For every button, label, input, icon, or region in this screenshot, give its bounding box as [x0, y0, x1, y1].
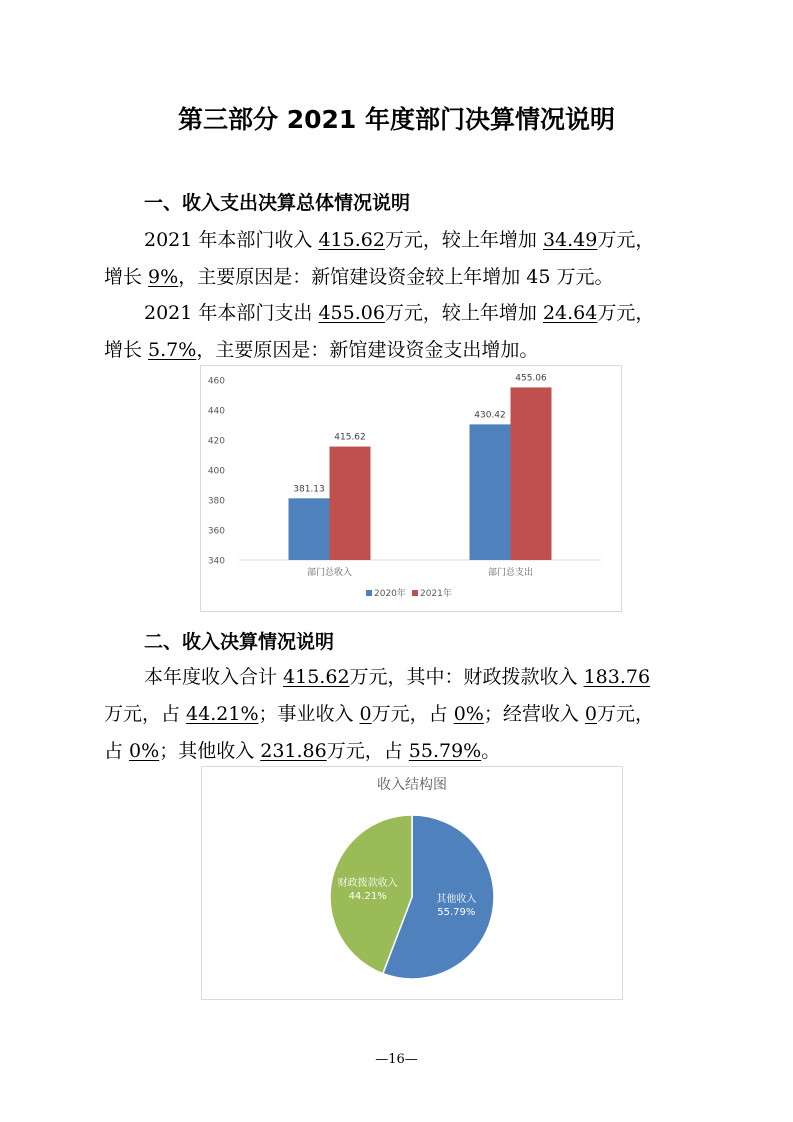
- pie-slice-pct: 55.79%: [437, 907, 476, 919]
- bar-value-label: 430.42: [474, 410, 506, 421]
- section1-paragraph1: 2021 年本部门收入 415.62万元，较上年增加 34.49万元， 增长 9%，主要原因是：新馆建设资金较上年增加 45 万元。: [104, 229, 655, 288]
- bar-chart: [201, 366, 621, 611]
- income-increase-value: 34.49: [542, 229, 598, 251]
- x-category-label: 部门总支出: [487, 568, 534, 578]
- business-pct-value: 0%: [129, 740, 160, 762]
- pie-slice-pct: 44.21%: [348, 890, 387, 902]
- y-tick-label: 440: [207, 406, 225, 417]
- section2-paragraph: 本年度收入合计 415.62万元，其中：财政拨款收入 183.76 万元，占 44.21%；事业收入 0万元，占 0%；经营收入 0万元， 占 0%；其他收入 231.86万元，占 55.79%。: [104, 666, 654, 762]
- bar-2020年-部门总支出: [470, 424, 511, 560]
- y-tick-label: 460: [207, 376, 225, 387]
- bar-2021年-部门总支出: [511, 387, 552, 560]
- pie-slice-label: 财政拨款收入: [337, 877, 398, 889]
- x-category-label: 部门总收入: [306, 568, 353, 578]
- pie-chart-frame: [201, 766, 623, 1000]
- income-growth-value: 9%: [148, 266, 179, 288]
- career-pct-value: 0%: [453, 703, 484, 725]
- legend-label: 2021年: [420, 589, 452, 599]
- section1-paragraph2: 2021 年本部门支出 455.06万元，较上年增加 24.64万元， 增长 5.7%，主要原因是：新馆建设资金支出增加。: [104, 302, 655, 361]
- total-income-value: 415.62: [283, 666, 350, 688]
- page-title: 第三部分 2021 年度部门决算情况说明: [178, 105, 615, 134]
- y-tick-label: 360: [207, 526, 225, 537]
- bar-chart-frame: [200, 365, 622, 612]
- section2-heading: 二、收入决算情况说明: [144, 631, 335, 653]
- expense-value: 455.06: [318, 302, 385, 324]
- y-tick-label: 340: [207, 556, 225, 567]
- legend-swatch-2021年: [412, 590, 418, 596]
- y-tick-label: 380: [207, 496, 225, 507]
- pie-title: 收入结构图: [377, 777, 447, 793]
- page-number: —16—: [375, 1052, 418, 1067]
- expense-growth-value: 5.7%: [148, 339, 197, 361]
- legend-swatch-2020年: [366, 590, 372, 596]
- bar-2020年-部门总收入: [289, 498, 330, 560]
- bar-value-label: 381.13: [293, 484, 325, 495]
- y-tick-label: 420: [207, 436, 225, 447]
- income-value: 415.62: [318, 229, 385, 251]
- other-income-value: 231.86: [260, 740, 327, 762]
- section1-heading: 一、收入支出决算总体情况说明: [144, 192, 411, 214]
- pie-slice-label: 其他收入: [436, 894, 477, 906]
- fiscal-pct-value: 44.21%: [186, 703, 259, 725]
- other-pct-value: 55.79%: [408, 740, 482, 762]
- pie-chart: [202, 767, 622, 999]
- bar-2021年-部门总收入: [330, 447, 371, 560]
- fiscal-income-value: 183.76: [583, 666, 651, 688]
- bar-value-label: 455.06: [515, 373, 547, 384]
- legend-label: 2020年: [374, 589, 406, 599]
- y-tick-label: 400: [207, 466, 225, 477]
- expense-increase-value: 24.64: [542, 302, 598, 324]
- business-income-value: 0: [584, 703, 597, 725]
- bar-value-label: 415.62: [334, 432, 366, 443]
- career-income-value: 0: [359, 703, 372, 725]
